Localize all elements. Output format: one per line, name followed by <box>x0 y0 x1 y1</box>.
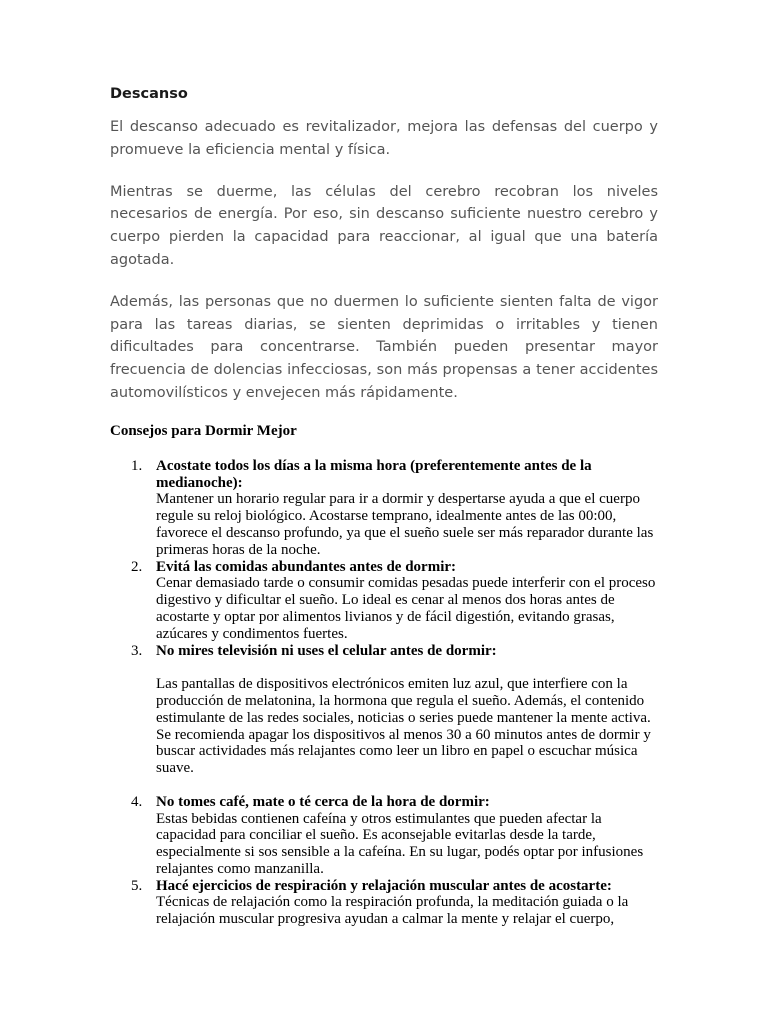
list-item-body: Estas bebidas contienen cafeína y otros estimulantes que pueden afectar la capacidad para conciliar el sueño. Es aconsejable evitarlas desde la tarde, especialmente si sos sensible a la cafeína. En su lugar, podés optar por infusiones relajantes como manzanilla. <box>156 810 644 877</box>
list-item-number: 2. <box>131 558 143 575</box>
list-item-title: Evitá las comidas abundantes antes de dormir: <box>156 558 457 575</box>
list-item <box>110 458 658 559</box>
list-item-body: Técnicas de relajación como la respiración profunda, la meditación guiada o la relajación muscular progresiva ayudan a calmar la mente y relajar el cuerpo, <box>156 894 629 928</box>
intro-paragraph: El descanso adecuado es revitalizador, mejora las defensas del cuerpo y promueve la eficiencia mental y física. <box>110 119 658 158</box>
blank-line <box>156 659 658 676</box>
list-item <box>110 878 658 928</box>
list-item <box>110 559 658 643</box>
document-page <box>110 84 658 928</box>
tips-list <box>110 458 658 928</box>
list-item-body: Las pantallas de dispositivos electrónicos emiten luz azul, que interfiere con la producción de melatonina, la hormona que regula el sueño. Además, el contenido estimulante de las redes sociales, noticias o series puede mantener la mente activa. Se recomienda apagar los dispositivos al menos 30 a 60 minutos antes de dormir y buscar actividades más relajantes como leer un libro en papel o escuchar música suave. <box>156 676 651 777</box>
list-item-body: Mantener un horario regular para ir a dormir y despertarse ayuda a que el cuerpo regule su reloj biológico. Acostarse temprano, idealmente antes de las 00:00, favorece el descanso profundo, ya que el sueño suele ser más reparador durante las primeras horas de la noche. <box>156 491 654 558</box>
list-item-title: Hacé ejercicios de respiración y relajación muscular antes de acostarte: <box>156 877 612 894</box>
sleep-deprivation-paragraph: Además, las personas que no duermen lo suficiente sienten falta de vigor para las tareas diarias, se sienten deprimidas o irritables y tienen dificultades para concentrarse. También pueden presentar mayor frecuencia de dolencias infecciosas, son más propensas a tener accidentes automovilísticos y envejecen más rápidamente. <box>110 293 658 401</box>
list-item-body: Cenar demasiado tarde o consumir comidas pesadas puede interferir con el proceso digestivo y dificultar el sueño. Lo ideal es cenar al menos dos horas antes de acostarte y optar por alimentos livianos y de fácil digestión, evitando grasas, azúcares y condimentos fuertes. <box>156 575 656 642</box>
list-item-number: 1. <box>131 457 143 474</box>
list-item <box>110 794 658 878</box>
section-title: Consejos para Dormir Mejor <box>110 422 297 439</box>
list-item-number: 4. <box>131 793 143 810</box>
list-item-title: Acostate todos los días a la misma hora (preferentemente antes de la medianoche): <box>156 457 592 491</box>
list-item-title: No mires televisión ni uses el celular antes de dormir: <box>156 642 497 659</box>
blank-line <box>156 777 658 794</box>
list-item-number: 3. <box>131 642 143 659</box>
list-item-number: 5. <box>131 877 143 894</box>
list-item <box>110 643 658 794</box>
page-heading: Descanso <box>110 86 188 102</box>
sleep-cells-paragraph: Mientras se duerme, las células del cerebro recobran los niveles necesarios de energía. Por eso, sin descanso suficiente nuestro cerebro y cuerpo pierden la capacidad para reaccionar, al igual que una batería agotada. <box>110 183 658 268</box>
list-item-title: No tomes café, mate o té cerca de la hora de dormir: <box>156 793 490 810</box>
